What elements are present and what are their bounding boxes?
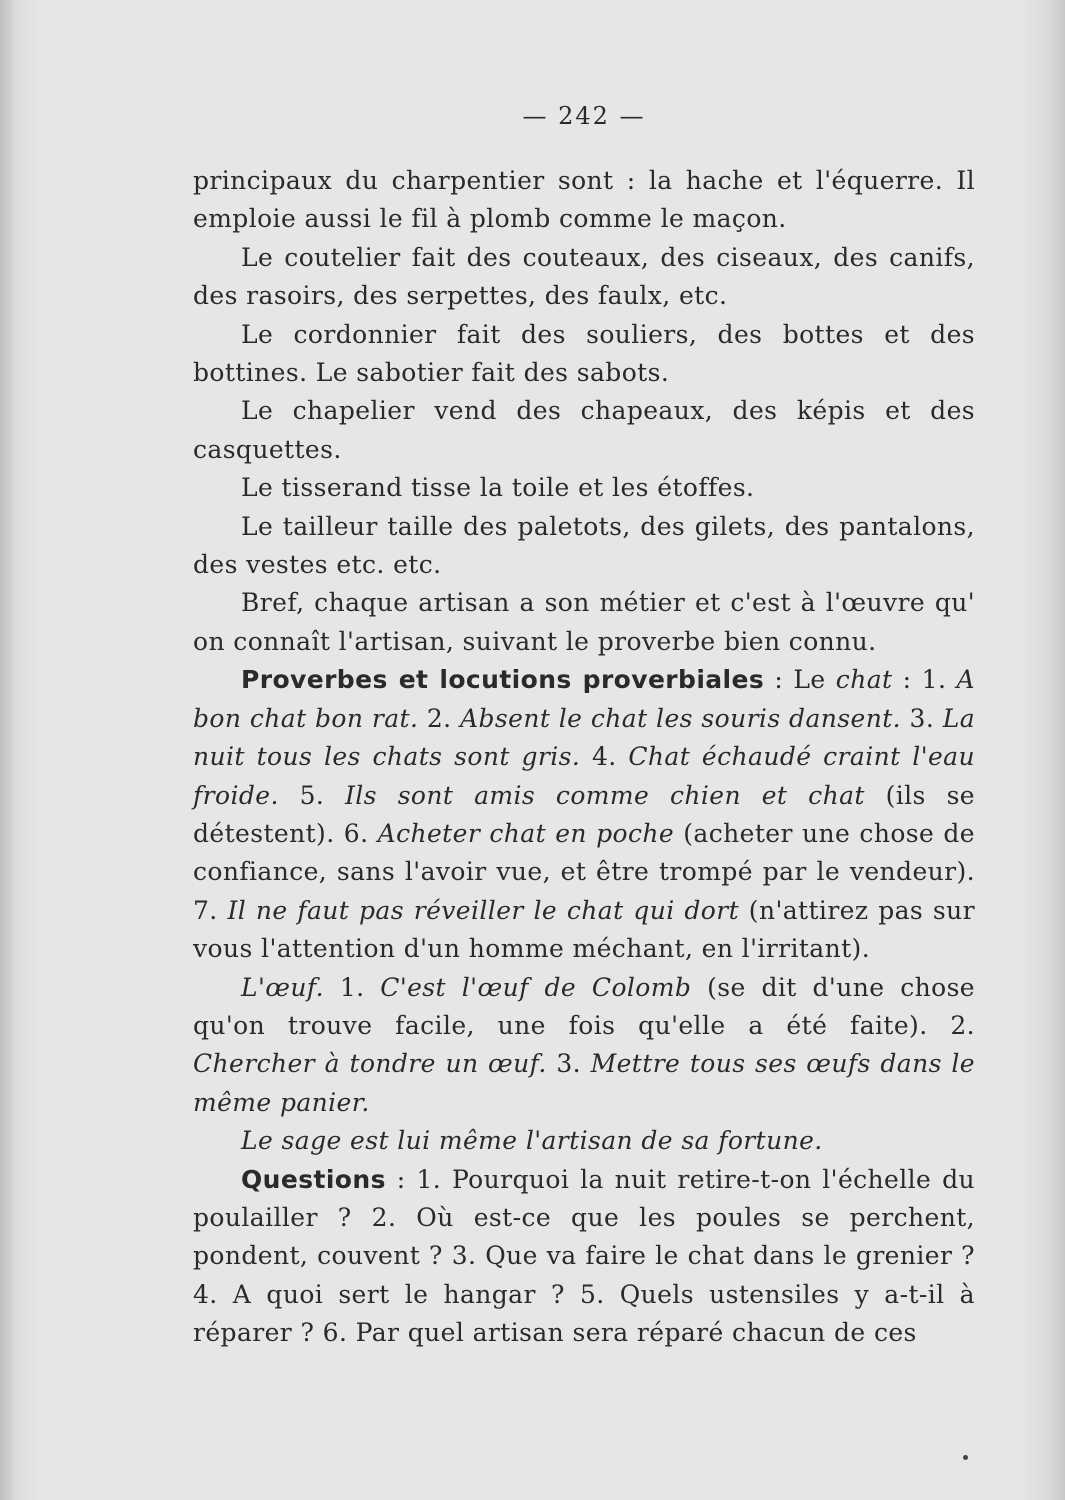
oeuf-num-1: 1.: [324, 972, 381, 1002]
proverbs-heading: Proverbes et locutions proverbiales: [241, 665, 765, 695]
proverb-7: Il ne faut pas réveiller le chat qui dort: [227, 895, 740, 925]
paragraph-oeuf: [193, 969, 975, 1123]
oeuf-proverb-3: Mettre tous ses œufs dans le même panier.: [193, 1049, 975, 1117]
proverb-num-4: 4.: [580, 742, 629, 772]
proverb-1: A bon chat bon rat.: [193, 665, 975, 733]
proverbs-colon: : 1.: [892, 665, 957, 695]
page-number: — 242 —: [522, 102, 646, 130]
paragraph-chapelier: Le chapelier vend des chapeaux, des képis et des casquettes.: [193, 396, 975, 464]
oeuf-expl-1: (se dit d'une chose qu'on trouve facile, une fois qu'elle a été faite). 2.: [193, 972, 975, 1040]
paragraph-cordonnier: Le cordonnier fait des souliers, des bottes et des bottines. Le sabotier fait des sabots.: [193, 319, 975, 388]
proverb-6: Acheter chat en poche: [377, 818, 675, 848]
paragraph-charpentier: principaux du charpentier sont : la hache et l'équerre. Il emploie aussi le fil à plomb comme le maçon.: [193, 166, 975, 234]
chat-word: chat: [835, 665, 893, 695]
proverb-expl-6: (acheter une chose de confiance, sans l'avoir vue, et être trompé par le vendeur). 7.: [193, 818, 976, 925]
ink-speck: [963, 1455, 968, 1460]
proverb-num-2: 2.: [418, 703, 461, 733]
paragraph-tailleur: Le tailleur taille des paletots, des gilets, des pantalons, des vestes etc. etc.: [193, 511, 975, 580]
paragraph-tisserand: Le tisserand tisse la toile et les étoffes.: [241, 473, 755, 503]
questions-body: : 1. Pourquoi la nuit retire-t-on l'échelle du poulailler ? 2. Où est-ce que les poules se perchent, pondent, couvent ? 3. Que va faire le chat dans le grenier ? 4. A quoi sert le hangar ? 5. Quels ustensiles y a-t-il à réparer ? 6. Par quel artisan sera réparé chacun de ces: [193, 1164, 975, 1348]
proverb-4: Chat échaudé craint l'eau froide.: [193, 742, 975, 810]
page-gutter: [0, 0, 14, 1500]
paragraph-questions: [193, 1161, 975, 1353]
proverb-5: Ils sont amis comme chien et chat: [345, 780, 865, 810]
proverbs-sep: : Le: [764, 665, 836, 695]
oeuf-num-3: 3.: [546, 1049, 591, 1079]
page-text-block: [193, 98, 975, 1353]
paragraph-proverbes: [193, 661, 975, 968]
proverb-2: Absent le chat les souris dansent.: [460, 703, 901, 733]
proverb-num-3: 3.: [901, 703, 943, 733]
oeuf-proverb-2: Chercher à tondre un œuf.: [193, 1049, 547, 1079]
proverb-expl-5: (ils se détestent). 6.: [193, 780, 975, 848]
proverb-num-5: 5.: [278, 780, 346, 810]
oeuf-proverb-1: C'est l'œuf de Colomb: [380, 972, 692, 1002]
questions-heading: Questions: [241, 1164, 386, 1194]
paragraph-bref: Bref, chaque artisan a son métier et c'est à l'œuvre qu' on connaît l'artisan, suivant le proverbe bien connu.: [193, 588, 975, 656]
maxim: Le sage est lui même l'artisan de sa fortune.: [241, 1126, 823, 1156]
paragraph-coutelier: Le coutelier fait des couteaux, des ciseaux, des canifs, des rasoirs, des serpettes, des faulx, etc.: [193, 242, 975, 311]
oeuf-label: L'œuf.: [241, 972, 325, 1002]
proverb-expl-7: (n'attirez pas sur vous l'attention d'un homme méchant, en l'irritant).: [193, 895, 976, 964]
proverb-3: La nuit tous les chats sont gris.: [193, 703, 975, 772]
